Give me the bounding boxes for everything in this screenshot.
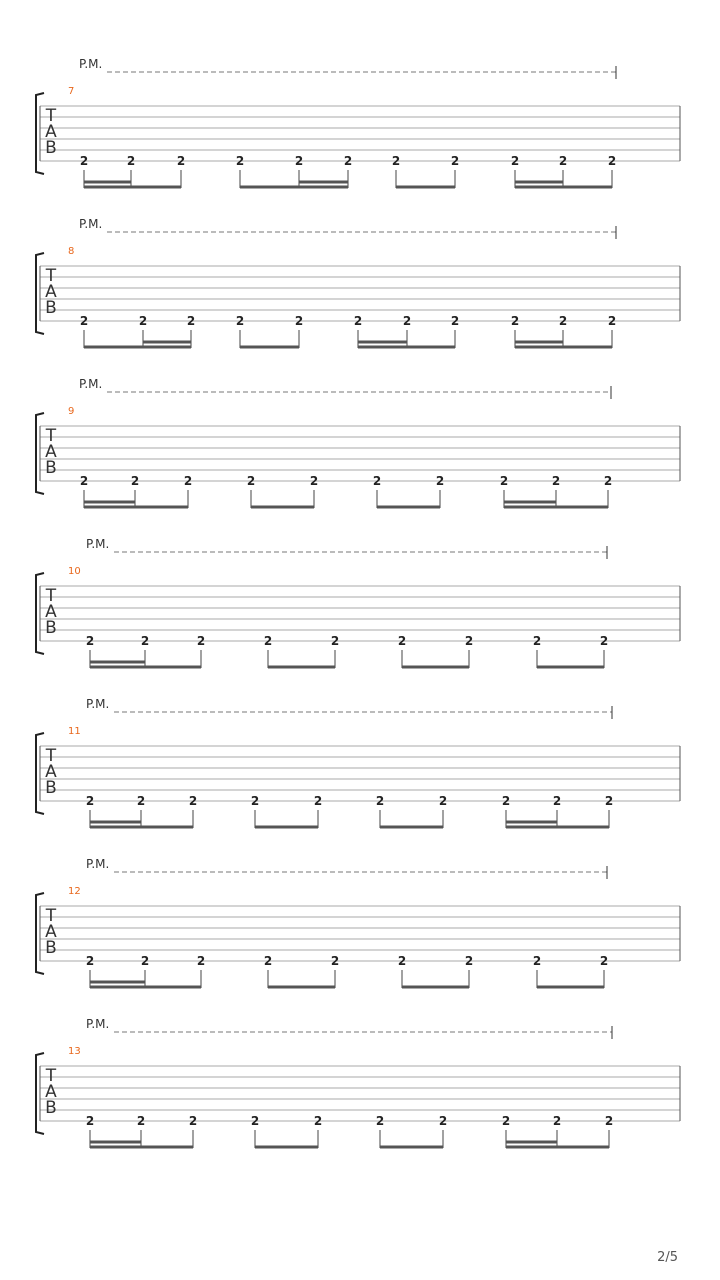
- fret-number: 2: [85, 954, 95, 968]
- tab-clef-letter: B: [45, 778, 57, 798]
- fret-number: 2: [464, 634, 474, 648]
- tab-clef-letter: A: [45, 1082, 57, 1102]
- tab-clef-letter: B: [45, 458, 57, 478]
- fret-number: 2: [294, 314, 304, 328]
- fret-number: 2: [501, 794, 511, 808]
- fret-number: 2: [136, 794, 146, 808]
- tab-clef-letter: B: [45, 618, 57, 638]
- fret-number: 2: [599, 634, 609, 648]
- fret-number: 2: [176, 154, 186, 168]
- fret-number: 2: [140, 634, 150, 648]
- tab-clef-letter: T: [45, 426, 57, 446]
- fret-number: 2: [126, 154, 136, 168]
- measure-number: 11: [68, 726, 81, 737]
- fret-number: 2: [85, 794, 95, 808]
- fret-number: 2: [604, 1114, 614, 1128]
- fret-number: 2: [375, 794, 385, 808]
- fret-number: 2: [196, 634, 206, 648]
- fret-number: 2: [438, 1114, 448, 1128]
- tab-clef-letter: B: [45, 1098, 57, 1118]
- palm-mute-label: P.M.: [86, 537, 110, 551]
- fret-number: 2: [397, 954, 407, 968]
- fret-number: 2: [246, 474, 256, 488]
- fret-number: 2: [85, 1114, 95, 1128]
- fret-number: 2: [375, 1114, 385, 1128]
- fret-number: 2: [85, 634, 95, 648]
- fret-number: 2: [188, 794, 198, 808]
- fret-number: 2: [313, 1114, 323, 1128]
- fret-number: 2: [450, 314, 460, 328]
- tab-clef-letter: T: [45, 266, 57, 286]
- palm-mute-label: P.M.: [79, 57, 103, 71]
- palm-mute-label: P.M.: [79, 377, 103, 391]
- fret-number: 2: [136, 1114, 146, 1128]
- fret-number: 2: [330, 634, 340, 648]
- tab-clef-letter: A: [45, 602, 57, 622]
- tab-clef-letter: B: [45, 938, 57, 958]
- measure-number: 7: [68, 86, 75, 97]
- fret-number: 2: [558, 314, 568, 328]
- tab-clef-letter: A: [45, 442, 57, 462]
- fret-number: 2: [186, 314, 196, 328]
- fret-number: 2: [558, 154, 568, 168]
- fret-number: 2: [130, 474, 140, 488]
- fret-number: 2: [438, 794, 448, 808]
- fret-number: 2: [552, 1114, 562, 1128]
- tab-clef-letter: B: [45, 298, 57, 318]
- fret-number: 2: [263, 954, 273, 968]
- tab-clef-letter: T: [45, 746, 57, 766]
- fret-number: 2: [450, 154, 460, 168]
- fret-number: 2: [391, 154, 401, 168]
- palm-mute-label: P.M.: [86, 697, 110, 711]
- fret-number: 2: [435, 474, 445, 488]
- tab-clef-letter: A: [45, 282, 57, 302]
- fret-number: 2: [294, 154, 304, 168]
- fret-number: 2: [235, 314, 245, 328]
- tab-system: [36, 217, 680, 348]
- tab-system: [36, 377, 680, 508]
- fret-number: 2: [196, 954, 206, 968]
- tab-system: [36, 697, 680, 828]
- fret-number: 2: [552, 794, 562, 808]
- fret-number: 2: [263, 634, 273, 648]
- tab-system: [36, 537, 680, 668]
- tab-clef-letter: A: [45, 122, 57, 142]
- fret-number: 2: [603, 474, 613, 488]
- measure-number: 10: [68, 566, 81, 577]
- measure-number: 9: [68, 406, 75, 417]
- fret-number: 2: [510, 314, 520, 328]
- measure-number: 8: [68, 246, 75, 257]
- palm-mute-label: P.M.: [86, 857, 110, 871]
- tab-system: [36, 1017, 680, 1148]
- fret-number: 2: [138, 314, 148, 328]
- fret-number: 2: [250, 1114, 260, 1128]
- fret-number: 2: [343, 154, 353, 168]
- fret-number: 2: [501, 1114, 511, 1128]
- fret-number: 2: [235, 154, 245, 168]
- tab-clef-letter: T: [45, 106, 57, 126]
- fret-number: 2: [183, 474, 193, 488]
- measure-number: 12: [68, 886, 81, 897]
- fret-number: 2: [372, 474, 382, 488]
- fret-number: 2: [353, 314, 363, 328]
- fret-number: 2: [604, 794, 614, 808]
- fret-number: 2: [551, 474, 561, 488]
- fret-number: 2: [250, 794, 260, 808]
- fret-number: 2: [140, 954, 150, 968]
- page-number: 2/5: [657, 1250, 678, 1265]
- tab-clef-letter: T: [45, 906, 57, 926]
- palm-mute-label: P.M.: [79, 217, 103, 231]
- fret-number: 2: [330, 954, 340, 968]
- palm-mute-label: P.M.: [86, 1017, 110, 1031]
- fret-number: 2: [510, 154, 520, 168]
- fret-number: 2: [402, 314, 412, 328]
- fret-number: 2: [79, 314, 89, 328]
- tab-clef-letter: A: [45, 922, 57, 942]
- measure-number: 13: [68, 1046, 81, 1057]
- fret-number: 2: [188, 1114, 198, 1128]
- fret-number: 2: [464, 954, 474, 968]
- tab-system: [36, 57, 680, 188]
- fret-number: 2: [309, 474, 319, 488]
- tab-clef-letter: T: [45, 586, 57, 606]
- tab-system: [36, 857, 680, 988]
- fret-number: 2: [532, 954, 542, 968]
- fret-number: 2: [313, 794, 323, 808]
- fret-number: 2: [607, 154, 617, 168]
- fret-number: 2: [79, 474, 89, 488]
- fret-number: 2: [397, 634, 407, 648]
- fret-number: 2: [532, 634, 542, 648]
- tab-clef-letter: T: [45, 1066, 57, 1086]
- fret-number: 2: [499, 474, 509, 488]
- fret-number: 2: [607, 314, 617, 328]
- fret-number: 2: [599, 954, 609, 968]
- fret-number: 2: [79, 154, 89, 168]
- tab-clef-letter: B: [45, 138, 57, 158]
- tab-clef-letter: A: [45, 762, 57, 782]
